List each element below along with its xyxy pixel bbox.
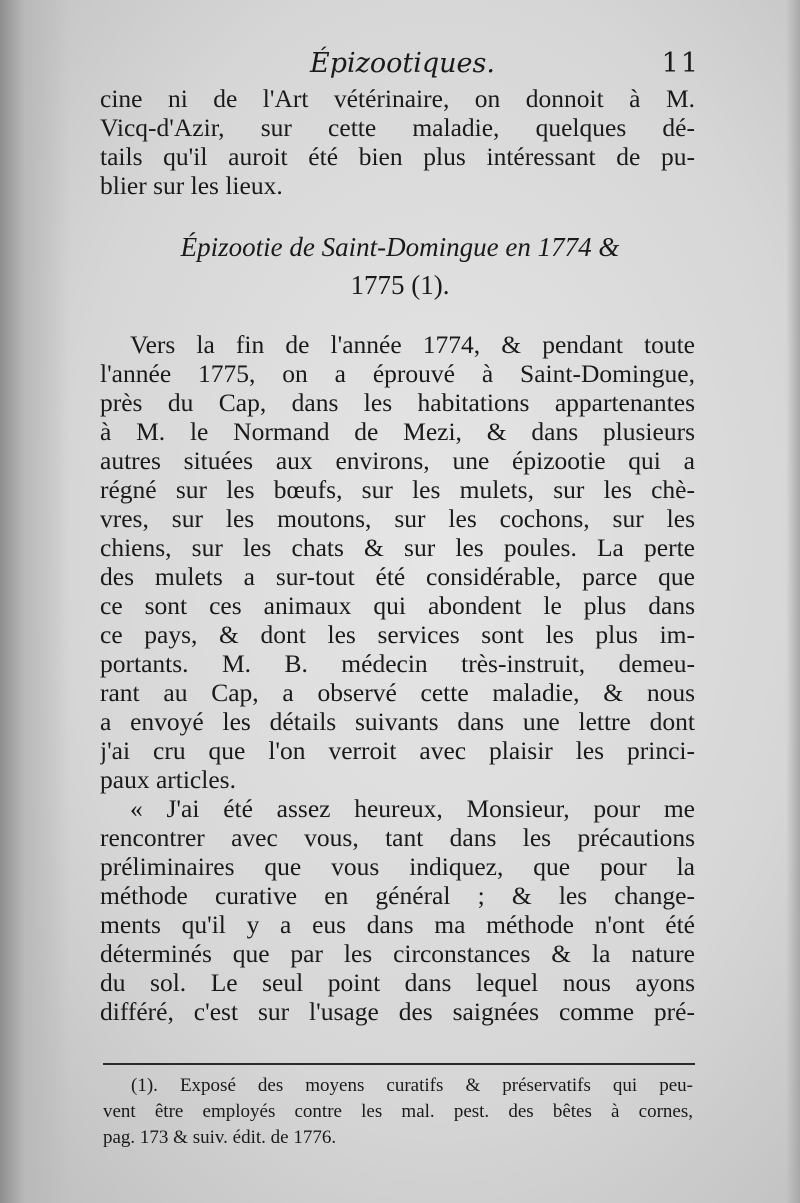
text-line: j'ai cru que l'on verroit avec plaisir les princi- [100, 736, 695, 765]
running-head-title: Épizootiques. [310, 48, 495, 79]
footnote-line: (1). Exposé des moyens curatifs & préservatifs qui peu- [131, 1075, 693, 1096]
text-line: rencontrer avec vous, tant dans les précautions [100, 823, 695, 852]
text-line: rant au Cap, a observé cette maladie, & nous [100, 678, 695, 707]
footnote-divider [103, 1063, 695, 1065]
footnote-line: vent être employés contre les mal. pest. des bêtes à cornes, [103, 1101, 693, 1122]
text-line: déterminés que par les circonstances & la nature [100, 939, 695, 968]
text-line: différé, c'est sur l'usage des saignées comme pré- [100, 997, 695, 1026]
text-line: blier sur les lieux. [100, 171, 283, 200]
text-line: des mulets a sur-tout été considérable, parce que [100, 562, 695, 591]
text-line: cine ni de l'Art vétérinaire, on donnoit à M. [100, 84, 695, 113]
text-line: Vers la fin de l'année 1774, & pendant toute [130, 330, 695, 359]
text-line: ce sont ces animaux qui abondent le plus dans [100, 591, 695, 620]
text-line: tails qu'il auroit été bien plus intéressant de pu- [100, 142, 695, 171]
text-line: préliminaires que vous indiquez, que pour la [100, 852, 695, 881]
text-line: vres, sur les moutons, sur les cochons, sur les [100, 504, 695, 533]
text-line: près du Cap, dans les habitations appartenantes [100, 388, 695, 417]
section-heading-line: 1775 (1). [350, 270, 450, 300]
paragraph-main [100, 330, 695, 1026]
text-line: ments qu'il y a eus dans ma méthode n'ont été [100, 910, 695, 939]
text-line: régné sur les bœufs, sur les mulets, sur les chè- [100, 475, 695, 504]
section-heading-line: Épizootie de Saint-Domingue en 1774 & [180, 232, 620, 262]
text-line: paux articles. [100, 765, 236, 794]
text-line: portants. M. B. médecin très-instruit, demeu- [100, 649, 695, 678]
footnote-line: pag. 173 & suiv. édit. de 1776. [103, 1127, 337, 1148]
text-line: méthode curative en général ; & les change- [100, 881, 695, 910]
running-head [300, 48, 700, 84]
text-line: ce pays, & dont les services sont les plus im- [100, 620, 695, 649]
page-edge [786, 0, 800, 1203]
text-line: autres situées aux environs, une épizootie qui a [100, 446, 695, 475]
binding-shadow [0, 0, 70, 1203]
text-line: l'année 1775, on a éprouvé à Saint-Domingue, [100, 359, 695, 388]
paragraph-continuation [100, 84, 695, 200]
text-line: « J'ai été assez heureux, Monsieur, pour me [130, 794, 695, 823]
text-line: a envoyé les détails suivants dans une lettre dont [100, 707, 695, 736]
text-line: du sol. Le seul point dans lequel nous ayons [100, 968, 695, 997]
text-line: à M. le Normand de Mezi, & dans plusieurs [100, 417, 695, 446]
text-line: Vicq-d'Azir, sur cette maladie, quelques dé- [100, 113, 695, 142]
page-number: 11 [661, 48, 700, 79]
footnote [103, 1073, 693, 1151]
text-line: chiens, sur les chats & sur les poules. La perte [100, 533, 695, 562]
section-heading [100, 228, 700, 304]
